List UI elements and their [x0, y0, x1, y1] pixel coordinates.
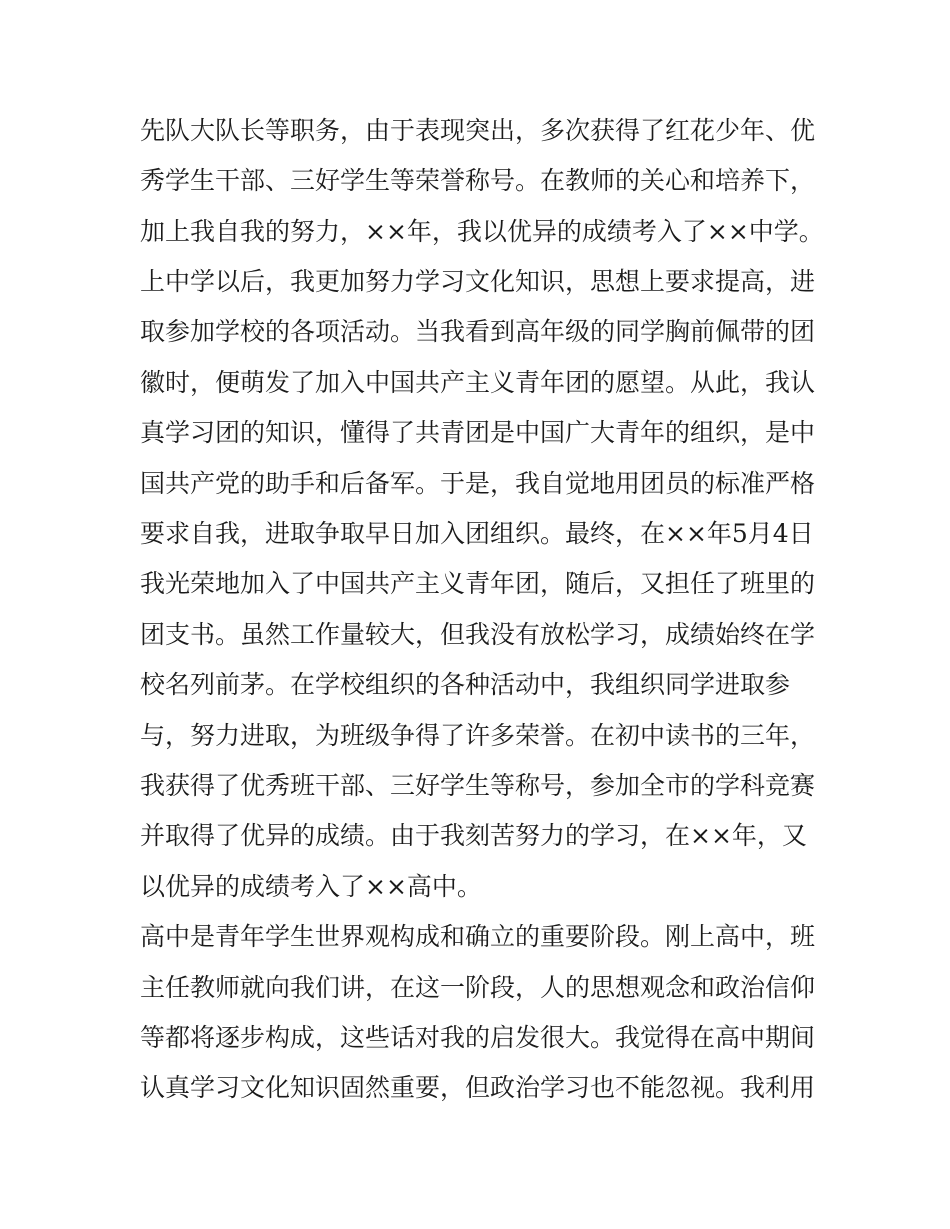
- text-line: 真学习团的知识，懂得了共青团是中国广大青年的组织，是中: [140, 418, 816, 447]
- text-line: 与，努力进取，为班级争得了许多荣誉。在初中读书的三年，: [140, 721, 816, 750]
- text-line: 秀学生干部、三好学生等荣誉称号。在教师的关心和培养下，: [140, 166, 816, 195]
- text-line: 校名列前茅。在学校组织的各种活动中，我组织同学进取参: [140, 670, 791, 699]
- text-line: 徽时，便萌发了加入中国共产主义青年团的愿望。从此，我认: [140, 368, 816, 397]
- text-line: 并取得了优异的成绩。由于我刻苦努力的学习，在××年，又: [140, 821, 807, 850]
- text-line: 高中是青年学生世界观构成和确立的重要阶段。刚上高中，班: [140, 922, 816, 951]
- text-line: 加上我自我的努力，××年，我以优异的成绩考入了××中学。: [140, 217, 824, 246]
- text-line: 等都将逐步构成，这些话对我的启发很大。我觉得在高中期间: [140, 1023, 816, 1052]
- text-line: 要求自我，进取争取早日加入团组织。最终，在××年5月4日: [140, 519, 814, 548]
- text-line: 上中学以后，我更加努力学习文化知识，思想上要求提高，进: [140, 267, 816, 296]
- text-line: 认真学习文化知识固然重要，但政治学习也不能忽视。我利用: [140, 1073, 816, 1102]
- text-line: 先队大队长等职务，由于表现突出，多次获得了红花少年、优: [140, 116, 816, 145]
- text-line: 团支书。虽然工作量较大，但我没有放松学习，成绩始终在学: [140, 620, 816, 649]
- text-line: 取参加学校的各项活动。当我看到高年级的同学胸前佩带的团: [140, 317, 816, 346]
- text-line: 国共产党的助手和后备军。于是，我自觉地用团员的标准严格: [140, 469, 816, 498]
- text-line: 我获得了优秀班干部、三好学生等称号，参加全市的学科竞赛: [140, 771, 816, 800]
- text-line: 我光荣地加入了中国共产主义青年团，随后，又担任了班里的: [140, 569, 816, 598]
- text-line: 主任教师就向我们讲，在这一阶段，人的思想观念和政治信仰: [140, 973, 816, 1002]
- text-line: 以优异的成绩考入了××高中。: [140, 872, 482, 901]
